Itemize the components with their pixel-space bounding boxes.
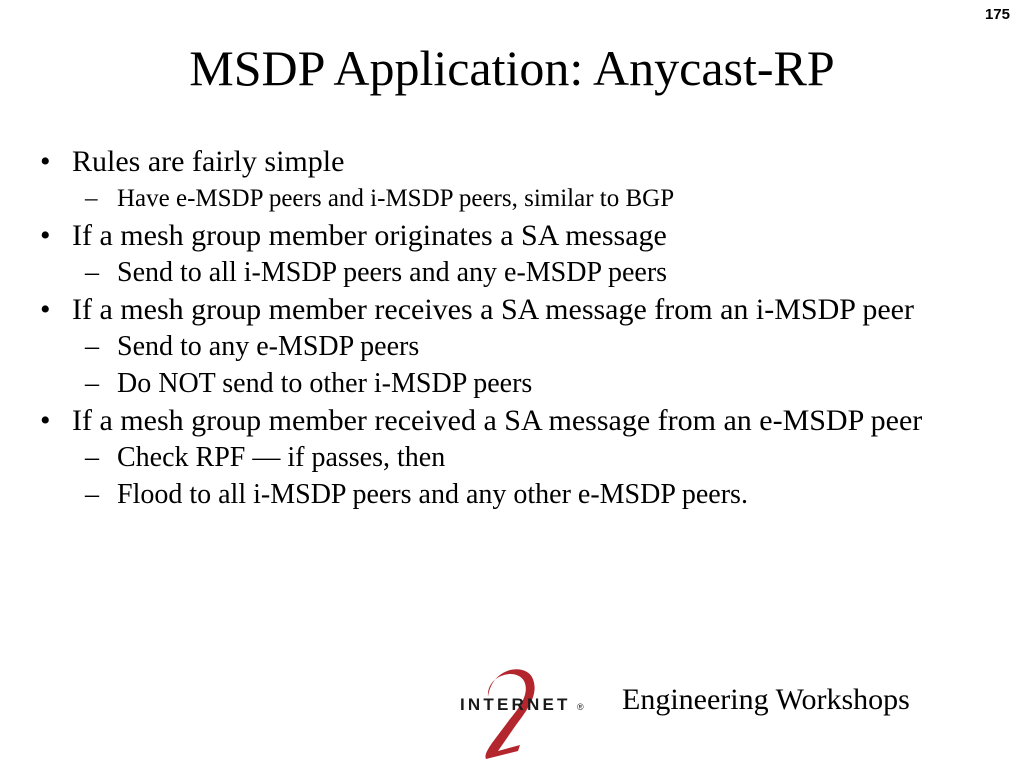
bullet-text: If a mesh group member originates a SA message <box>72 219 667 252</box>
bullet-marker: • <box>40 219 51 252</box>
slide-title: MSDP Application: Anycast-RP <box>189 40 835 96</box>
sub-bullet-text: Send to all i-MSDP peers and any e-MSDP peers <box>117 257 668 288</box>
bullet-marker: • <box>40 404 51 437</box>
sub-bullet-text: Send to any e-MSDP peers <box>117 331 420 362</box>
sub-bullet-item <box>40 180 980 217</box>
bullet-item <box>40 291 980 328</box>
sub-bullet-text: Check RPF — if passes, then <box>117 442 446 473</box>
dash-marker: – <box>85 442 99 473</box>
dash-marker: – <box>85 185 98 212</box>
bullet-list <box>40 143 980 513</box>
bullet-text: If a mesh group member receives a SA message from an i-MSDP peer <box>72 293 914 326</box>
bullet-text: Rules are fairly simple <box>72 145 345 178</box>
logo-numeral-2 <box>485 669 534 759</box>
bullet-item <box>40 143 980 180</box>
page-number: 175 <box>984 6 1010 23</box>
sub-bullet-item <box>40 365 980 402</box>
sub-bullet-item <box>40 254 980 291</box>
bullet-item <box>40 402 980 439</box>
logo-registered-mark: ® <box>577 702 584 712</box>
dash-marker: – <box>85 368 99 399</box>
dash-marker: – <box>85 331 99 362</box>
logo-wordmark: INTERNET <box>460 695 571 714</box>
sub-bullet-item <box>40 439 980 476</box>
bullet-item <box>40 217 980 254</box>
sub-bullet-text: Flood to all i-MSDP peers and any other e-MSDP peers. <box>117 479 748 510</box>
bullet-text: If a mesh group member received a SA message from an e-MSDP peer <box>72 404 923 437</box>
bullet-marker: • <box>40 293 51 326</box>
sub-bullet-item <box>40 476 980 513</box>
bullet-marker: • <box>40 145 51 178</box>
internet2-logo <box>458 665 588 765</box>
sub-bullet-text: Have e-MSDP peers and i-MSDP peers, similar to BGP <box>117 185 675 212</box>
sub-bullet-text: Do NOT send to other i-MSDP peers <box>117 368 533 399</box>
footer-text: Engineering Workshops <box>622 683 910 716</box>
sub-bullet-item <box>40 328 980 365</box>
dash-marker: – <box>85 479 99 510</box>
dash-marker: – <box>85 257 99 288</box>
